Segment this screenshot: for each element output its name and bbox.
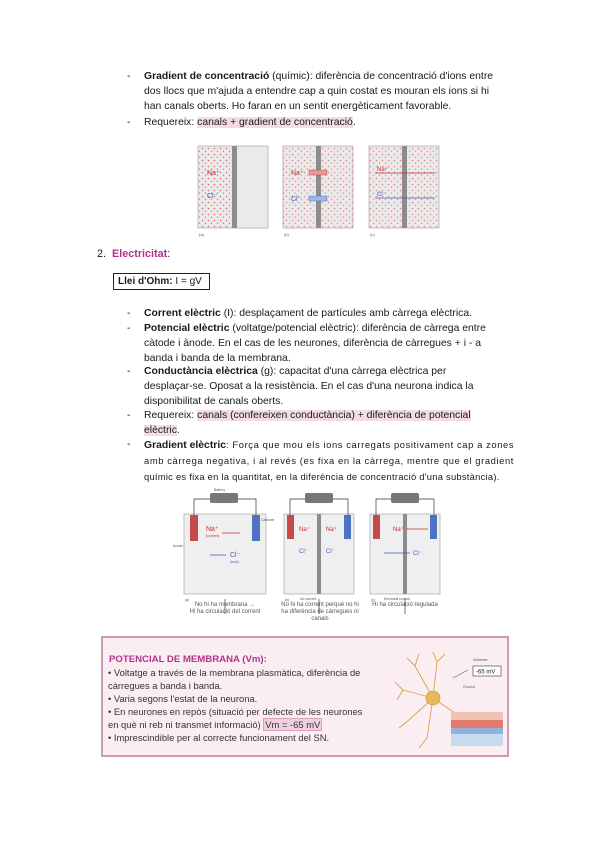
highlight-text: canals + gradient de concentració (197, 117, 353, 128)
text: . (352, 117, 356, 128)
bullet-requereix-2 (127, 408, 527, 438)
label-battery: Battery (214, 488, 226, 492)
ohm-formula: I = gV (172, 276, 202, 287)
panel-label: (a) (199, 232, 204, 237)
ion-label-cl: Cl⁻ (299, 549, 308, 555)
label-voltmeter: Voltmeter (473, 658, 488, 662)
text: disponibilitat de canals oberts. (144, 396, 284, 407)
bullet-dash: - (127, 439, 131, 450)
box-line: • Voltatge a través de la membrana plasmàtica, diferència de (108, 667, 361, 678)
bullet-dash: - (127, 410, 131, 421)
section-title: Electricitat (112, 248, 168, 260)
ion-label-na: Na⁺ (206, 526, 219, 533)
caption-line: Hi ha circulació del corrent (189, 609, 261, 615)
box-line: càrregues a banda i banda. (108, 680, 223, 691)
term: Corrent elèctric (144, 308, 221, 319)
caption-a (170, 602, 280, 616)
ion-label-na: Na⁺ (291, 170, 304, 177)
text: (químic): diferència de concentració d'ions entre (269, 71, 494, 82)
caption-b (270, 602, 370, 623)
box-line-with-highlight (108, 718, 322, 731)
highlight-text: elèctric (144, 425, 177, 436)
text: : Força que mou els ions carregats positivament cap a zones (226, 439, 515, 450)
term: Gradient de concentració (144, 71, 270, 82)
text: (voltatge/potencial elèctric): diferència de càrrega entre (229, 323, 486, 334)
text: . (176, 425, 180, 436)
neuron-diagram (393, 648, 505, 754)
label-ions: (ions) (230, 560, 239, 564)
box-line: • Varia segons l'estat de la neurona. (108, 693, 258, 704)
highlight-text: canals (confereixen conductància) + diferència de potencial (197, 410, 471, 421)
bullet-dash: - (127, 117, 131, 128)
bullet-gradient-electric (127, 437, 527, 485)
box-text: en què ni reb ni transmet informació) (108, 719, 264, 730)
ion-label-na: Na⁺ (326, 527, 337, 533)
section-number: 2. (97, 248, 107, 260)
ion-label-cl: Cl⁻ (326, 549, 335, 555)
text: dos llocs que m'ajuda a entendre cap a quin costat es mouran els ions si hi (144, 86, 490, 97)
caption-line: canals (311, 616, 329, 622)
membrane-potential-box (101, 636, 509, 757)
section-heading (97, 247, 170, 262)
box-line: • Imprescindible per al correcte funcionament del SN. (108, 732, 330, 743)
ion-label-na: Na⁺ (299, 527, 310, 533)
label-no-current: No current (300, 597, 317, 601)
figure-concentration-gradient (195, 141, 445, 239)
panel-label: (c) (370, 232, 375, 237)
panel-label: (c) (371, 598, 376, 602)
ion-label-na: Na⁺ (393, 527, 404, 533)
panel-a (198, 146, 268, 237)
bullet-dash: - (127, 308, 131, 319)
panel-c (370, 493, 440, 602)
text: banda i banda de la membrana. (144, 353, 291, 364)
label-anode: Anode (173, 544, 184, 548)
term: Conductància elèctrica (144, 366, 258, 377)
ion-label-cl: Cl⁻ (230, 552, 241, 559)
caption-line: No hi ha membrana → (194, 602, 256, 608)
panel-b (284, 493, 354, 602)
label-ground: Ground (463, 685, 475, 689)
vm-highlight: Vm = -65 mV (265, 719, 321, 730)
text: càtode i ànode. En el cas de les neurones, diferència de càrregues + i - a (144, 338, 482, 349)
caption-line: ha diferència de càrregues ni (281, 609, 359, 615)
term: Gradient elèctric (144, 440, 227, 451)
label-cathode: Cathode (261, 518, 275, 522)
caption-c (365, 602, 445, 609)
ion-label-cl: Cl⁻ (207, 193, 218, 200)
text: Requereix: (144, 117, 198, 128)
text: (I): desplaçament de partícules amb càrrega elèctrica. (220, 308, 473, 319)
ion-label-cl: Cl⁻ (377, 192, 386, 198)
panel-label: (b) (285, 598, 290, 602)
bullet-corrent-electric (127, 306, 527, 321)
ohm-law-box (113, 273, 210, 290)
bullet-dash: - (127, 323, 131, 334)
bullet-conductancia (127, 364, 527, 409)
box-title: POTENCIAL DE MEMBRANA (Vm): (109, 654, 267, 665)
bullet-dash: - (127, 366, 131, 377)
text: químic es fixa en la quantitat, en la diferència de concentració d'una substància). (144, 471, 500, 482)
text: desplaçar-se. Oposat a la resistència. En el cas d'una neurona indica la (144, 381, 474, 392)
label-electrical-current: Electrical current (384, 597, 411, 601)
bullet-requereix-1 (127, 115, 527, 130)
ohm-label: Llei d'Ohm: (118, 276, 173, 287)
ion-label-cl: Cl⁻ (291, 196, 302, 203)
panel-label: (a) (185, 598, 190, 602)
text: amb càrrega negativa, i al revés (es fixa en la càrrega, mentre que el gradient (144, 455, 514, 466)
caption-line: Hi ha circulació regulada (372, 602, 438, 608)
ion-label-cl: Cl⁻ (413, 551, 422, 557)
panel-b (283, 146, 353, 237)
panel-c (369, 146, 439, 237)
panel-label: (b) (284, 232, 289, 237)
text: (g): capacitat d'una càrrega elèctrica per (257, 366, 447, 377)
term: Potencial elèctric (144, 323, 230, 334)
box-line: • En neurones en repòs (situació per defecte de les neurones (108, 706, 363, 717)
ion-label-na: Na⁺ (377, 167, 388, 173)
caption-line: No hi ha corrent perquè no hi (281, 602, 359, 608)
meter-reading: -65 mV (476, 669, 496, 676)
bullet-dash: - (127, 71, 131, 82)
bullet-gradient-concentracio (127, 69, 527, 114)
label-current: (current) (206, 534, 220, 538)
section-colon: : (167, 248, 171, 260)
ion-label-na: Na⁺ (207, 170, 220, 177)
figure-electric-circuits (170, 488, 445, 616)
text: han canals oberts. Ho faran en un sentit energèticament favorable. (144, 101, 452, 112)
text: Requereix: (144, 410, 198, 421)
panel-a (173, 488, 274, 602)
bullet-potencial-electric (127, 321, 527, 366)
